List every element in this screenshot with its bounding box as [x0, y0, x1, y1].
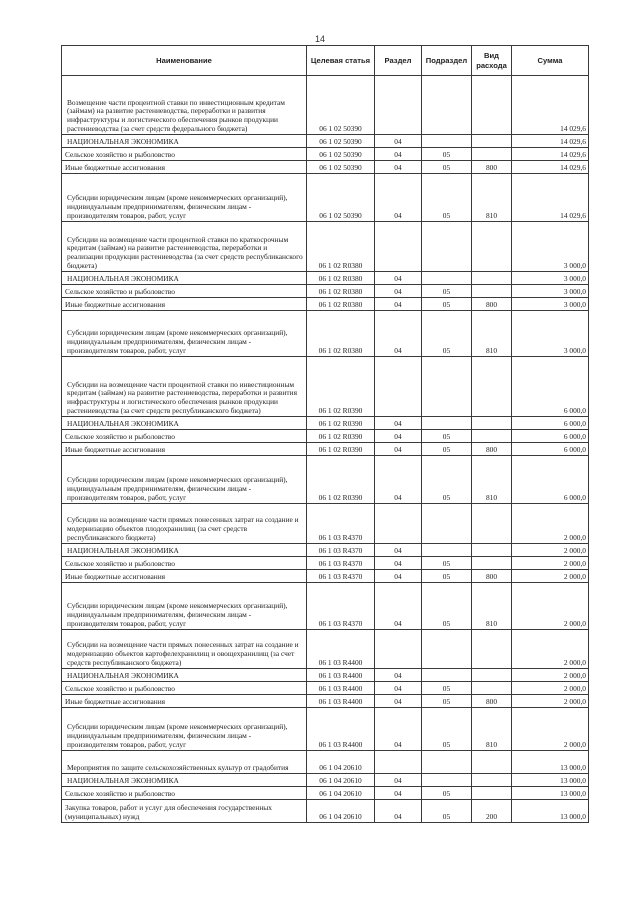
row-expense-type-cell: 810	[472, 583, 512, 630]
row-expense-type-cell	[472, 557, 512, 570]
row-expense-type-cell: 810	[472, 708, 512, 751]
row-code-cell: 06 1 02 50390	[307, 174, 375, 222]
row-sum-cell: 2 000,0	[512, 557, 589, 570]
row-code-cell: 06 1 03 R4370	[307, 544, 375, 557]
table-row	[62, 174, 589, 222]
row-sum-cell: 2 000,0	[512, 708, 589, 751]
table-row	[62, 570, 589, 583]
row-code-cell: 06 1 02 R0380	[307, 272, 375, 285]
row-code-cell: 06 1 02 R0380	[307, 285, 375, 298]
row-sum-cell: 2 000,0	[512, 630, 589, 669]
table-row	[62, 669, 589, 682]
row-expense-type-cell	[472, 357, 512, 417]
row-expense-type-cell: 800	[472, 443, 512, 456]
row-code-cell: 06 1 04 20610	[307, 751, 375, 774]
row-section-cell: 04	[375, 544, 422, 557]
row-code-cell: 06 1 03 R4400	[307, 669, 375, 682]
table-row	[62, 695, 589, 708]
header-subsection: Подраздел	[422, 46, 472, 76]
budget-table	[61, 45, 589, 823]
table-row	[62, 76, 589, 135]
table-row	[62, 135, 589, 148]
row-expense-type-cell	[472, 544, 512, 557]
header-sum: Сумма	[512, 46, 589, 76]
row-expense-type-cell	[472, 135, 512, 148]
header-section: Раздел	[375, 46, 422, 76]
row-section-cell: 04	[375, 311, 422, 357]
row-name-cell: Субсидии юридическим лицам (кроме некоммерческих организаций), индивидуальным предпринимателям, физическим лицам - производителям товаров, работ, услуг	[62, 174, 307, 222]
table-row	[62, 161, 589, 174]
row-expense-type-cell	[472, 222, 512, 272]
row-section-cell	[375, 630, 422, 669]
row-expense-type-cell	[472, 682, 512, 695]
row-code-cell: 06 1 04 20610	[307, 800, 375, 823]
row-code-cell: 06 1 02 50390	[307, 135, 375, 148]
row-expense-type-cell: 810	[472, 311, 512, 357]
row-subsection-cell: 05	[422, 174, 472, 222]
row-code-cell: 06 1 02 R0390	[307, 430, 375, 443]
row-section-cell: 04	[375, 695, 422, 708]
row-name-cell: НАЦИОНАЛЬНАЯ ЭКОНОМИКА	[62, 135, 307, 148]
row-sum-cell: 3 000,0	[512, 272, 589, 285]
row-subsection-cell	[422, 357, 472, 417]
table-row	[62, 800, 589, 823]
row-name-cell: Субсидии юридическим лицам (кроме некоммерческих организаций), индивидуальным предпринимателям, физическим лицам - производителям товаров, работ, услуг	[62, 456, 307, 504]
row-name-cell: Сельское хозяйство и рыболовство	[62, 285, 307, 298]
table-row	[62, 630, 589, 669]
row-section-cell: 04	[375, 669, 422, 682]
row-expense-type-cell	[472, 751, 512, 774]
row-section-cell: 04	[375, 557, 422, 570]
row-expense-type-cell: 200	[472, 800, 512, 823]
row-expense-type-cell	[472, 774, 512, 787]
row-name-cell: Сельское хозяйство и рыболовство	[62, 787, 307, 800]
row-subsection-cell: 05	[422, 456, 472, 504]
header-expense-type: Вид расхода	[472, 46, 512, 76]
row-code-cell: 06 1 03 R4400	[307, 695, 375, 708]
table-row	[62, 504, 589, 544]
table-row	[62, 443, 589, 456]
row-section-cell: 04	[375, 774, 422, 787]
row-name-cell: Сельское хозяйство и рыболовство	[62, 557, 307, 570]
row-sum-cell: 14 029,6	[512, 135, 589, 148]
row-expense-type-cell	[472, 76, 512, 135]
row-subsection-cell	[422, 272, 472, 285]
table-row	[62, 417, 589, 430]
table-row	[62, 583, 589, 630]
row-expense-type-cell: 800	[472, 298, 512, 311]
row-sum-cell: 3 000,0	[512, 298, 589, 311]
row-section-cell: 04	[375, 417, 422, 430]
row-expense-type-cell	[472, 430, 512, 443]
row-name-cell: НАЦИОНАЛЬНАЯ ЭКОНОМИКА	[62, 669, 307, 682]
row-name-cell: Закупка товаров, работ и услуг для обеспечения государственных (муниципальных) нужд	[62, 800, 307, 823]
row-expense-type-cell	[472, 148, 512, 161]
row-name-cell: НАЦИОНАЛЬНАЯ ЭКОНОМИКА	[62, 544, 307, 557]
row-expense-type-cell	[472, 787, 512, 800]
table-row	[62, 751, 589, 774]
row-code-cell: 06 1 02 R0390	[307, 357, 375, 417]
table-row	[62, 787, 589, 800]
row-expense-type-cell	[472, 669, 512, 682]
row-name-cell: Субсидии юридическим лицам (кроме некоммерческих организаций), индивидуальным предпринимателям, физическим лицам - производителям товаров, работ, услуг	[62, 583, 307, 630]
row-name-cell: Субсидии юридическим лицам (кроме некоммерческих организаций), индивидуальным предпринимателям, физическим лицам - производителям товаров, работ, услуг	[62, 708, 307, 751]
row-section-cell: 04	[375, 787, 422, 800]
row-section-cell: 04	[375, 443, 422, 456]
table-row	[62, 682, 589, 695]
row-section-cell: 04	[375, 135, 422, 148]
row-section-cell: 04	[375, 800, 422, 823]
table-header-row	[62, 46, 589, 76]
row-expense-type-cell	[472, 504, 512, 544]
row-code-cell: 06 1 03 R4400	[307, 630, 375, 669]
row-name-cell: Субсидии на возмещение части процентной ставки по краткосрочным кредитам (займам) на развитие растениеводства, переработки и реализации продукции растениеводства (за счет средств республиканского бюджета)	[62, 222, 307, 272]
row-section-cell	[375, 751, 422, 774]
row-subsection-cell	[422, 630, 472, 669]
row-sum-cell: 2 000,0	[512, 583, 589, 630]
row-name-cell: Сельское хозяйство и рыболовство	[62, 148, 307, 161]
row-section-cell: 04	[375, 285, 422, 298]
row-subsection-cell: 05	[422, 583, 472, 630]
row-subsection-cell	[422, 417, 472, 430]
row-sum-cell: 14 029,6	[512, 148, 589, 161]
row-name-cell: Субсидии на возмещение части прямых понесенных затрат на создание и модернизацию объектов картофелехранилищ и овощехранилищ (за счет средств республиканского бюджета)	[62, 630, 307, 669]
row-code-cell: 06 1 03 R4370	[307, 570, 375, 583]
row-sum-cell: 6 000,0	[512, 430, 589, 443]
row-sum-cell: 14 029,6	[512, 76, 589, 135]
row-name-cell: НАЦИОНАЛЬНАЯ ЭКОНОМИКА	[62, 417, 307, 430]
row-section-cell: 04	[375, 298, 422, 311]
row-subsection-cell: 05	[422, 285, 472, 298]
row-code-cell: 06 1 02 R0390	[307, 456, 375, 504]
row-sum-cell: 2 000,0	[512, 504, 589, 544]
row-subsection-cell: 05	[422, 570, 472, 583]
row-subsection-cell: 05	[422, 311, 472, 357]
row-section-cell	[375, 357, 422, 417]
row-name-cell: Иные бюджетные ассигнования	[62, 161, 307, 174]
row-subsection-cell: 05	[422, 148, 472, 161]
row-sum-cell: 6 000,0	[512, 357, 589, 417]
row-section-cell: 04	[375, 148, 422, 161]
row-name-cell: Иные бюджетные ассигнования	[62, 298, 307, 311]
row-section-cell: 04	[375, 583, 422, 630]
row-section-cell: 04	[375, 682, 422, 695]
table-row	[62, 456, 589, 504]
table-row	[62, 708, 589, 751]
row-section-cell: 04	[375, 570, 422, 583]
header-name: Наименование	[62, 46, 307, 76]
row-section-cell: 04	[375, 430, 422, 443]
table-row	[62, 272, 589, 285]
table-row	[62, 222, 589, 272]
row-subsection-cell	[422, 76, 472, 135]
row-name-cell: Мероприятия по защите сельскохозяйственных культур от градобития	[62, 751, 307, 774]
row-expense-type-cell	[472, 630, 512, 669]
row-expense-type-cell	[472, 417, 512, 430]
row-section-cell	[375, 76, 422, 135]
row-name-cell: Субсидии на возмещение части прямых понесенных затрат на создание и модернизацию объектов плодохранилищ (за счет средств республиканского бюджета)	[62, 504, 307, 544]
row-code-cell: 06 1 04 20610	[307, 787, 375, 800]
row-expense-type-cell: 810	[472, 174, 512, 222]
row-sum-cell: 14 029,6	[512, 161, 589, 174]
row-name-cell: НАЦИОНАЛЬНАЯ ЭКОНОМИКА	[62, 774, 307, 787]
row-code-cell: 06 1 03 R4400	[307, 682, 375, 695]
row-code-cell: 06 1 02 R0390	[307, 443, 375, 456]
row-sum-cell: 3 000,0	[512, 285, 589, 298]
row-subsection-cell: 05	[422, 161, 472, 174]
row-subsection-cell	[422, 544, 472, 557]
row-code-cell: 06 1 02 50390	[307, 148, 375, 161]
row-name-cell: Субсидии на возмещение части процентной ставки по инвестиционным кредитам (займам) на развитие растениеводства, переработки и развития инфраструктуры и логистического обеспечения рынков продукции растениеводства (за счет средств республиканского бюджета)	[62, 357, 307, 417]
row-code-cell: 06 1 02 R0380	[307, 311, 375, 357]
row-section-cell: 04	[375, 456, 422, 504]
row-code-cell: 06 1 02 R0380	[307, 222, 375, 272]
row-subsection-cell: 05	[422, 430, 472, 443]
row-section-cell: 04	[375, 272, 422, 285]
row-sum-cell: 2 000,0	[512, 544, 589, 557]
table-row	[62, 544, 589, 557]
row-sum-cell: 3 000,0	[512, 311, 589, 357]
row-name-cell: Иные бюджетные ассигнования	[62, 570, 307, 583]
row-name-cell: Иные бюджетные ассигнования	[62, 443, 307, 456]
row-name-cell: Иные бюджетные ассигнования	[62, 695, 307, 708]
row-sum-cell: 6 000,0	[512, 417, 589, 430]
row-code-cell: 06 1 02 50390	[307, 161, 375, 174]
row-section-cell: 04	[375, 161, 422, 174]
table-row	[62, 557, 589, 570]
row-subsection-cell: 05	[422, 708, 472, 751]
row-code-cell: 06 1 03 R4400	[307, 708, 375, 751]
row-subsection-cell: 05	[422, 695, 472, 708]
row-expense-type-cell: 800	[472, 695, 512, 708]
row-sum-cell: 6 000,0	[512, 443, 589, 456]
row-name-cell: Субсидии юридическим лицам (кроме некоммерческих организаций), индивидуальным предпринимателям, физическим лицам - производителям товаров, работ, услуг	[62, 311, 307, 357]
table-row	[62, 285, 589, 298]
row-subsection-cell	[422, 774, 472, 787]
row-expense-type-cell: 800	[472, 161, 512, 174]
row-subsection-cell: 05	[422, 298, 472, 311]
row-code-cell: 06 1 03 R4370	[307, 583, 375, 630]
table-row	[62, 774, 589, 787]
row-sum-cell: 13 000,0	[512, 751, 589, 774]
row-sum-cell: 3 000,0	[512, 222, 589, 272]
row-sum-cell: 2 000,0	[512, 682, 589, 695]
row-expense-type-cell: 810	[472, 456, 512, 504]
row-name-cell: НАЦИОНАЛЬНАЯ ЭКОНОМИКА	[62, 272, 307, 285]
table-row	[62, 430, 589, 443]
row-code-cell: 06 1 04 20610	[307, 774, 375, 787]
table-row	[62, 148, 589, 161]
row-sum-cell: 13 000,0	[512, 800, 589, 823]
row-subsection-cell	[422, 135, 472, 148]
row-subsection-cell: 05	[422, 682, 472, 695]
table-row	[62, 357, 589, 417]
row-subsection-cell: 05	[422, 443, 472, 456]
row-section-cell	[375, 504, 422, 544]
row-sum-cell: 14 029,6	[512, 174, 589, 222]
row-sum-cell: 13 000,0	[512, 787, 589, 800]
row-subsection-cell	[422, 222, 472, 272]
row-expense-type-cell	[472, 285, 512, 298]
row-code-cell: 06 1 03 R4370	[307, 557, 375, 570]
row-code-cell: 06 1 02 50390	[307, 76, 375, 135]
row-section-cell: 04	[375, 174, 422, 222]
row-subsection-cell: 05	[422, 557, 472, 570]
row-subsection-cell: 05	[422, 800, 472, 823]
row-sum-cell: 2 000,0	[512, 570, 589, 583]
row-sum-cell: 13 000,0	[512, 774, 589, 787]
row-code-cell: 06 1 02 R0380	[307, 298, 375, 311]
row-subsection-cell	[422, 751, 472, 774]
row-section-cell: 04	[375, 708, 422, 751]
row-subsection-cell	[422, 504, 472, 544]
row-name-cell: Сельское хозяйство и рыболовство	[62, 430, 307, 443]
table-row	[62, 298, 589, 311]
table-row	[62, 311, 589, 357]
row-sum-cell: 2 000,0	[512, 669, 589, 682]
row-section-cell	[375, 222, 422, 272]
page-number: 14	[314, 34, 325, 44]
row-subsection-cell	[422, 669, 472, 682]
row-name-cell: Возмещение части процентной ставки по инвестиционным кредитам (займам) на развитие растениеводства, переработки и развития инфраструктуры и логистического обеспечения рынков продукции растениеводства (за счет средств федерального бюджета)	[62, 76, 307, 135]
header-code: Целевая статья	[307, 46, 375, 76]
row-subsection-cell: 05	[422, 787, 472, 800]
row-name-cell: Сельское хозяйство и рыболовство	[62, 682, 307, 695]
row-code-cell: 06 1 03 R4370	[307, 504, 375, 544]
row-sum-cell: 2 000,0	[512, 695, 589, 708]
row-expense-type-cell	[472, 272, 512, 285]
row-code-cell: 06 1 02 R0390	[307, 417, 375, 430]
row-expense-type-cell: 800	[472, 570, 512, 583]
row-sum-cell: 6 000,0	[512, 456, 589, 504]
